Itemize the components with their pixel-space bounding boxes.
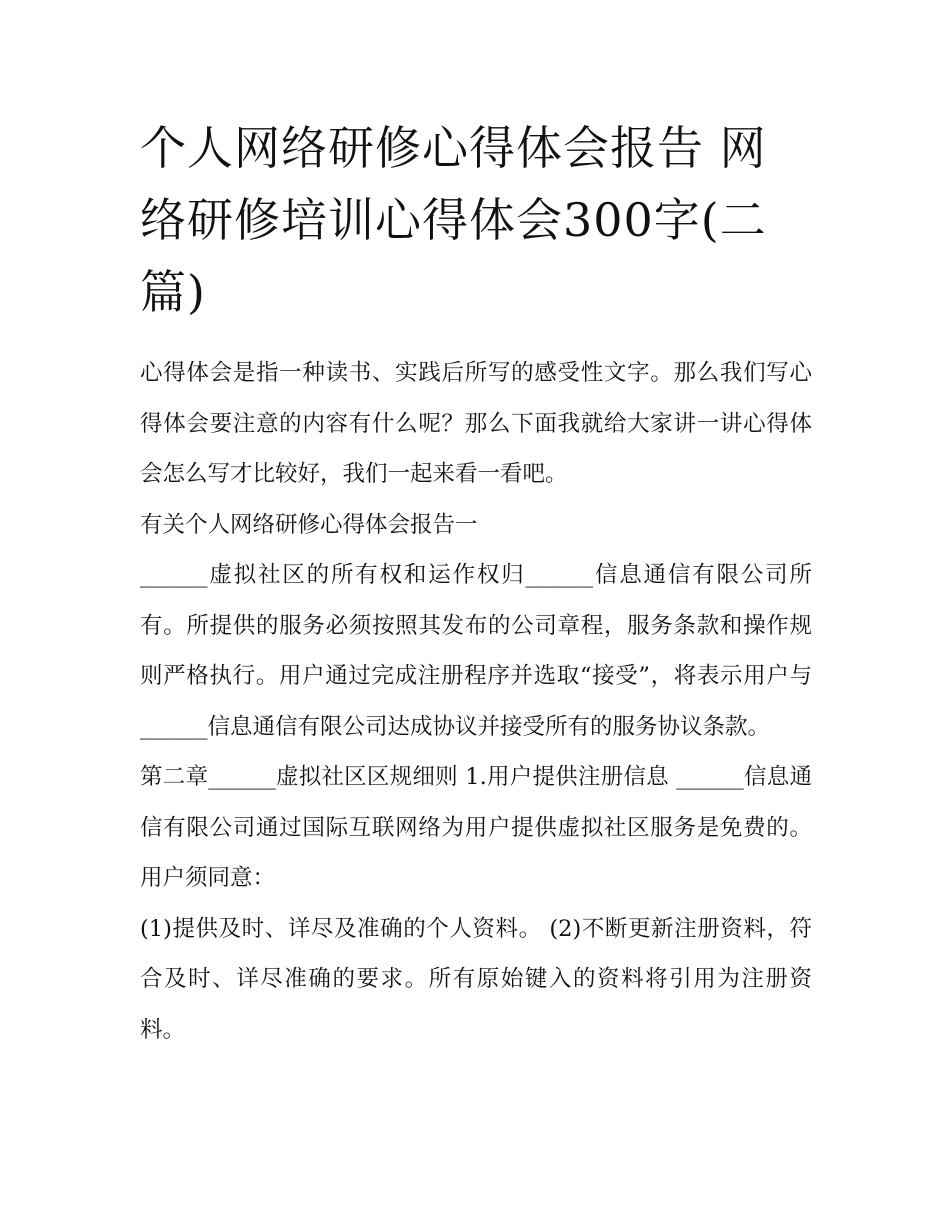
intro-paragraph: 心得体会是指一种读书、实践后所写的感受性文字。那么我们写心得体会要注意的内容有什么呢？那么下面我就给大家讲一讲心得体会怎么写才比较好，我们一起来看一看吧。 — [140, 360, 812, 487]
document-title: 个人网络研修心得体会报告 网络研修培训心得体会300字(二篇) — [140, 121, 767, 319]
document-page — [140, 112, 812, 1055]
ownership-paragraph: ______虚拟社区的所有权和运作权归______信息通信有限公司所有。所提供的服务必须按照其发布的公司章程，服务条款和操作规则严格执行。用户通过完成注册程序并选取“接受”，将表示用户与______信息通信有限公司达成协议并接受所有的服务协议条款。 — [140, 562, 812, 740]
requirements-paragraph: (1)提供及时、详尽及准确的个人资料。 (2)不断更新注册资料，符合及时、详尽准确的要求。所有原始键入的资料将引用为注册资料。 — [140, 915, 812, 1043]
section-heading: 有关个人网络研修心得体会报告一 — [140, 511, 478, 538]
chapter-two-paragraph: 第二章______虚拟社区区规细则 1.用户提供注册信息 ______信息通信有限公司通过国际互联网络为用户提供虚拟社区服务是免费的。用户须同意： — [140, 764, 812, 891]
